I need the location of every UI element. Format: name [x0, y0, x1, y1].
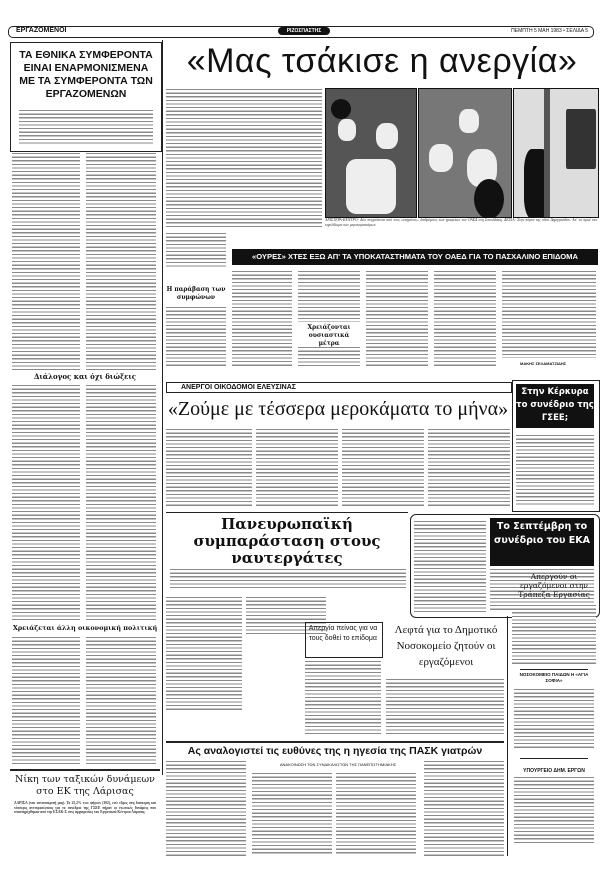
hospital-notice-title: ΝΟΣΟΚΟΜΕΙΟ ΠΑΙΔΩΝ Η «ΑΓΙΑ ΣΟΦΙΑ» — [519, 672, 589, 683]
pan-european-title: Πανευρωπαϊκή συμπαράσταση στους ναυτεργάτες — [193, 515, 381, 567]
subhead-measures: Χρειάζονται ουσιαστικά μέτρα — [298, 324, 360, 342]
body-column — [232, 270, 292, 366]
body-column — [502, 270, 596, 358]
body-column — [166, 88, 322, 228]
builders-headline: «Ζούμε με τέσσερα μεροκάματα το μήνα» — [166, 394, 510, 424]
intro-text — [19, 109, 153, 145]
body-column — [342, 428, 424, 506]
body-column — [256, 428, 338, 506]
body-column — [166, 306, 226, 366]
divider — [520, 669, 588, 670]
eka-title: Το Σεπτέμβρη το συνέδριο του ΕΚΑ — [490, 518, 594, 566]
body-column — [12, 152, 80, 372]
builders-kicker: ΑΝΕΡΓΟΙ ΟΙΚΟΔΟΜΟΙ ΕΛΕΥΣΙΝΑΣ — [181, 384, 296, 391]
photo-caption: ΑΡΙΣΤΕΡΑ-ΚΕΝΤΡΟ: Δύο στιγμιότυπα από τους «επηρέους» διαδρόμους των γραφείων του ΟΑΕΔ στη Σπουδλάκη. ΔΕΞΙΑ: Στην πόρτα της οδού Δημητριάδου. Απ' το πρωί στο κιγκλίδωμα των μεροκαματιάρων. — [325, 218, 597, 227]
hospital-title: Λεφτά για το Δημοτικό Νοσοκομείο ζητούν οι εργαζόμενοι — [394, 624, 498, 668]
subhead-economic-policy: Χρειάζεται άλλη οικονομική πολιτική — [12, 624, 158, 632]
subhead-violation: Η παράβαση των συμφώνων — [166, 286, 226, 301]
column-divider — [162, 40, 163, 775]
body-column — [428, 428, 510, 506]
body-column — [86, 384, 156, 622]
notice-text — [514, 688, 594, 750]
corfu-title: Στην Κέρκυρα το συνέδριο της ΓΣΕΕ; — [516, 384, 594, 428]
body-column — [166, 760, 246, 856]
body-column — [86, 152, 156, 372]
section-label: ΕΡΓΑΖΟΜΕΝΟΙ — [16, 27, 67, 34]
photo-queue-left — [325, 88, 417, 218]
body-column — [12, 636, 80, 766]
photo-street-door — [513, 88, 599, 218]
body-column — [86, 636, 156, 766]
body-column — [414, 520, 486, 612]
body-column — [386, 678, 504, 734]
body-column — [516, 434, 594, 506]
subhead-dialogue: Διάλογος και όχι διώξεις — [33, 372, 137, 381]
body-column — [366, 270, 428, 366]
body-column — [434, 270, 496, 366]
larisa-title: Νίκη των ταξικών δυνάμεων στο ΕΚ της Λάρισας — [15, 774, 155, 797]
body-column — [424, 760, 504, 856]
labor-bank-title: Απεργούν οι εργαζόμενοι στην Τράπεζα Εργασίας — [518, 572, 590, 599]
body-column — [298, 346, 360, 366]
body-column — [166, 428, 252, 506]
column-divider — [507, 616, 508, 856]
newspaper-name: ΡΙΖΟΣΠΑΣΤΗΣ — [278, 27, 330, 35]
body-column — [12, 384, 80, 622]
national-interests-box — [10, 42, 162, 152]
ministry-notice-title: ΥΠΟΥΡΓΕΙΟ ΔΗΜ. ΕΡΓΩΝ — [523, 768, 585, 774]
hunger-strike-title: Απεργία πείνας για να τους δοθεί το επίδομα — [308, 625, 378, 642]
byline: ΜΑΚΗΣ ΣΕΛΑΜΑΤΖΙΔΗΣ — [520, 361, 567, 366]
body-column — [252, 772, 332, 856]
divider — [10, 769, 160, 771]
divider — [520, 758, 588, 759]
pask-headline: Ας αναλογιστεί τις ευθύνες της η ηγεσία της ΠΑΣΚ γιατρών — [187, 745, 483, 757]
divider — [166, 741, 504, 743]
body-column — [512, 604, 596, 664]
body-column — [298, 270, 360, 322]
lead-text — [170, 568, 406, 590]
body-column — [305, 660, 381, 734]
larisa-lead: ΛΑΡΙΣΑ (του ανταποκριτή μας). Το 25,2% των ψήφων (302), ενώ έδρες στη διοίκηση και τέσσερις αντιπροσώπους για το συνέδριο της ΓΣΕΕ πήραν οι ενωτικές δυνάμεις που υποστηρίχθηκαν από την ΕΣΑΚ-Σ στις αρχαιρεσίες του Εργατικού Κέντρου Λάρισας. — [14, 801, 156, 815]
body-column — [166, 232, 226, 268]
body-column — [166, 596, 242, 710]
divider — [166, 512, 408, 513]
builders-kicker-box — [166, 382, 512, 393]
photo-queue-center — [418, 88, 512, 218]
date-page-label: ΠΕΜΠΤΗ 5 ΜΑΗ 1983 • ΣΕΛΙΔΑ 5 — [511, 28, 588, 34]
notice-text — [514, 776, 594, 844]
national-interests-title: ΤΑ ΕΘΝΙΚΑ ΣΥΜΦΕΡΟΝΤΑ ΕΙΝΑΙ ΕΝΑΡΜΟΝΙΣΜΕΝΑ ΜΕ ΤΑ ΣΥΜΦΕΡΟΝΤΑ ΤΩΝ ΕΡΓΑΖΟΜΕΝΩΝ — [19, 49, 153, 100]
unemployment-headline: «Μας τσάκισε η ανεργία» — [166, 38, 598, 84]
oaed-banner: «ΟΥΡΕΣ» ΧΤΕΣ ΕΞΩ ΑΠ' ΤΑ ΥΠΟΚΑΤΑΣΤΗΜΑΤΑ ΤΟΥ ΟΑΕΔ ΓΙΑ ΤΟ ΠΑΣΧΑΛΙΝΟ ΕΠΙΔΟΜΑ — [232, 249, 598, 265]
body-column — [336, 772, 416, 856]
pask-subtitle: ΑΝΑΚΟΙΝΩΣΗ ΤΩΝ ΣΥΝΔΙΚΑΛΙΣΤΩΝ ΤΗΣ ΠΑΝΕΠΙΣΤΗΜΙΑΚΗΣ — [279, 762, 397, 767]
